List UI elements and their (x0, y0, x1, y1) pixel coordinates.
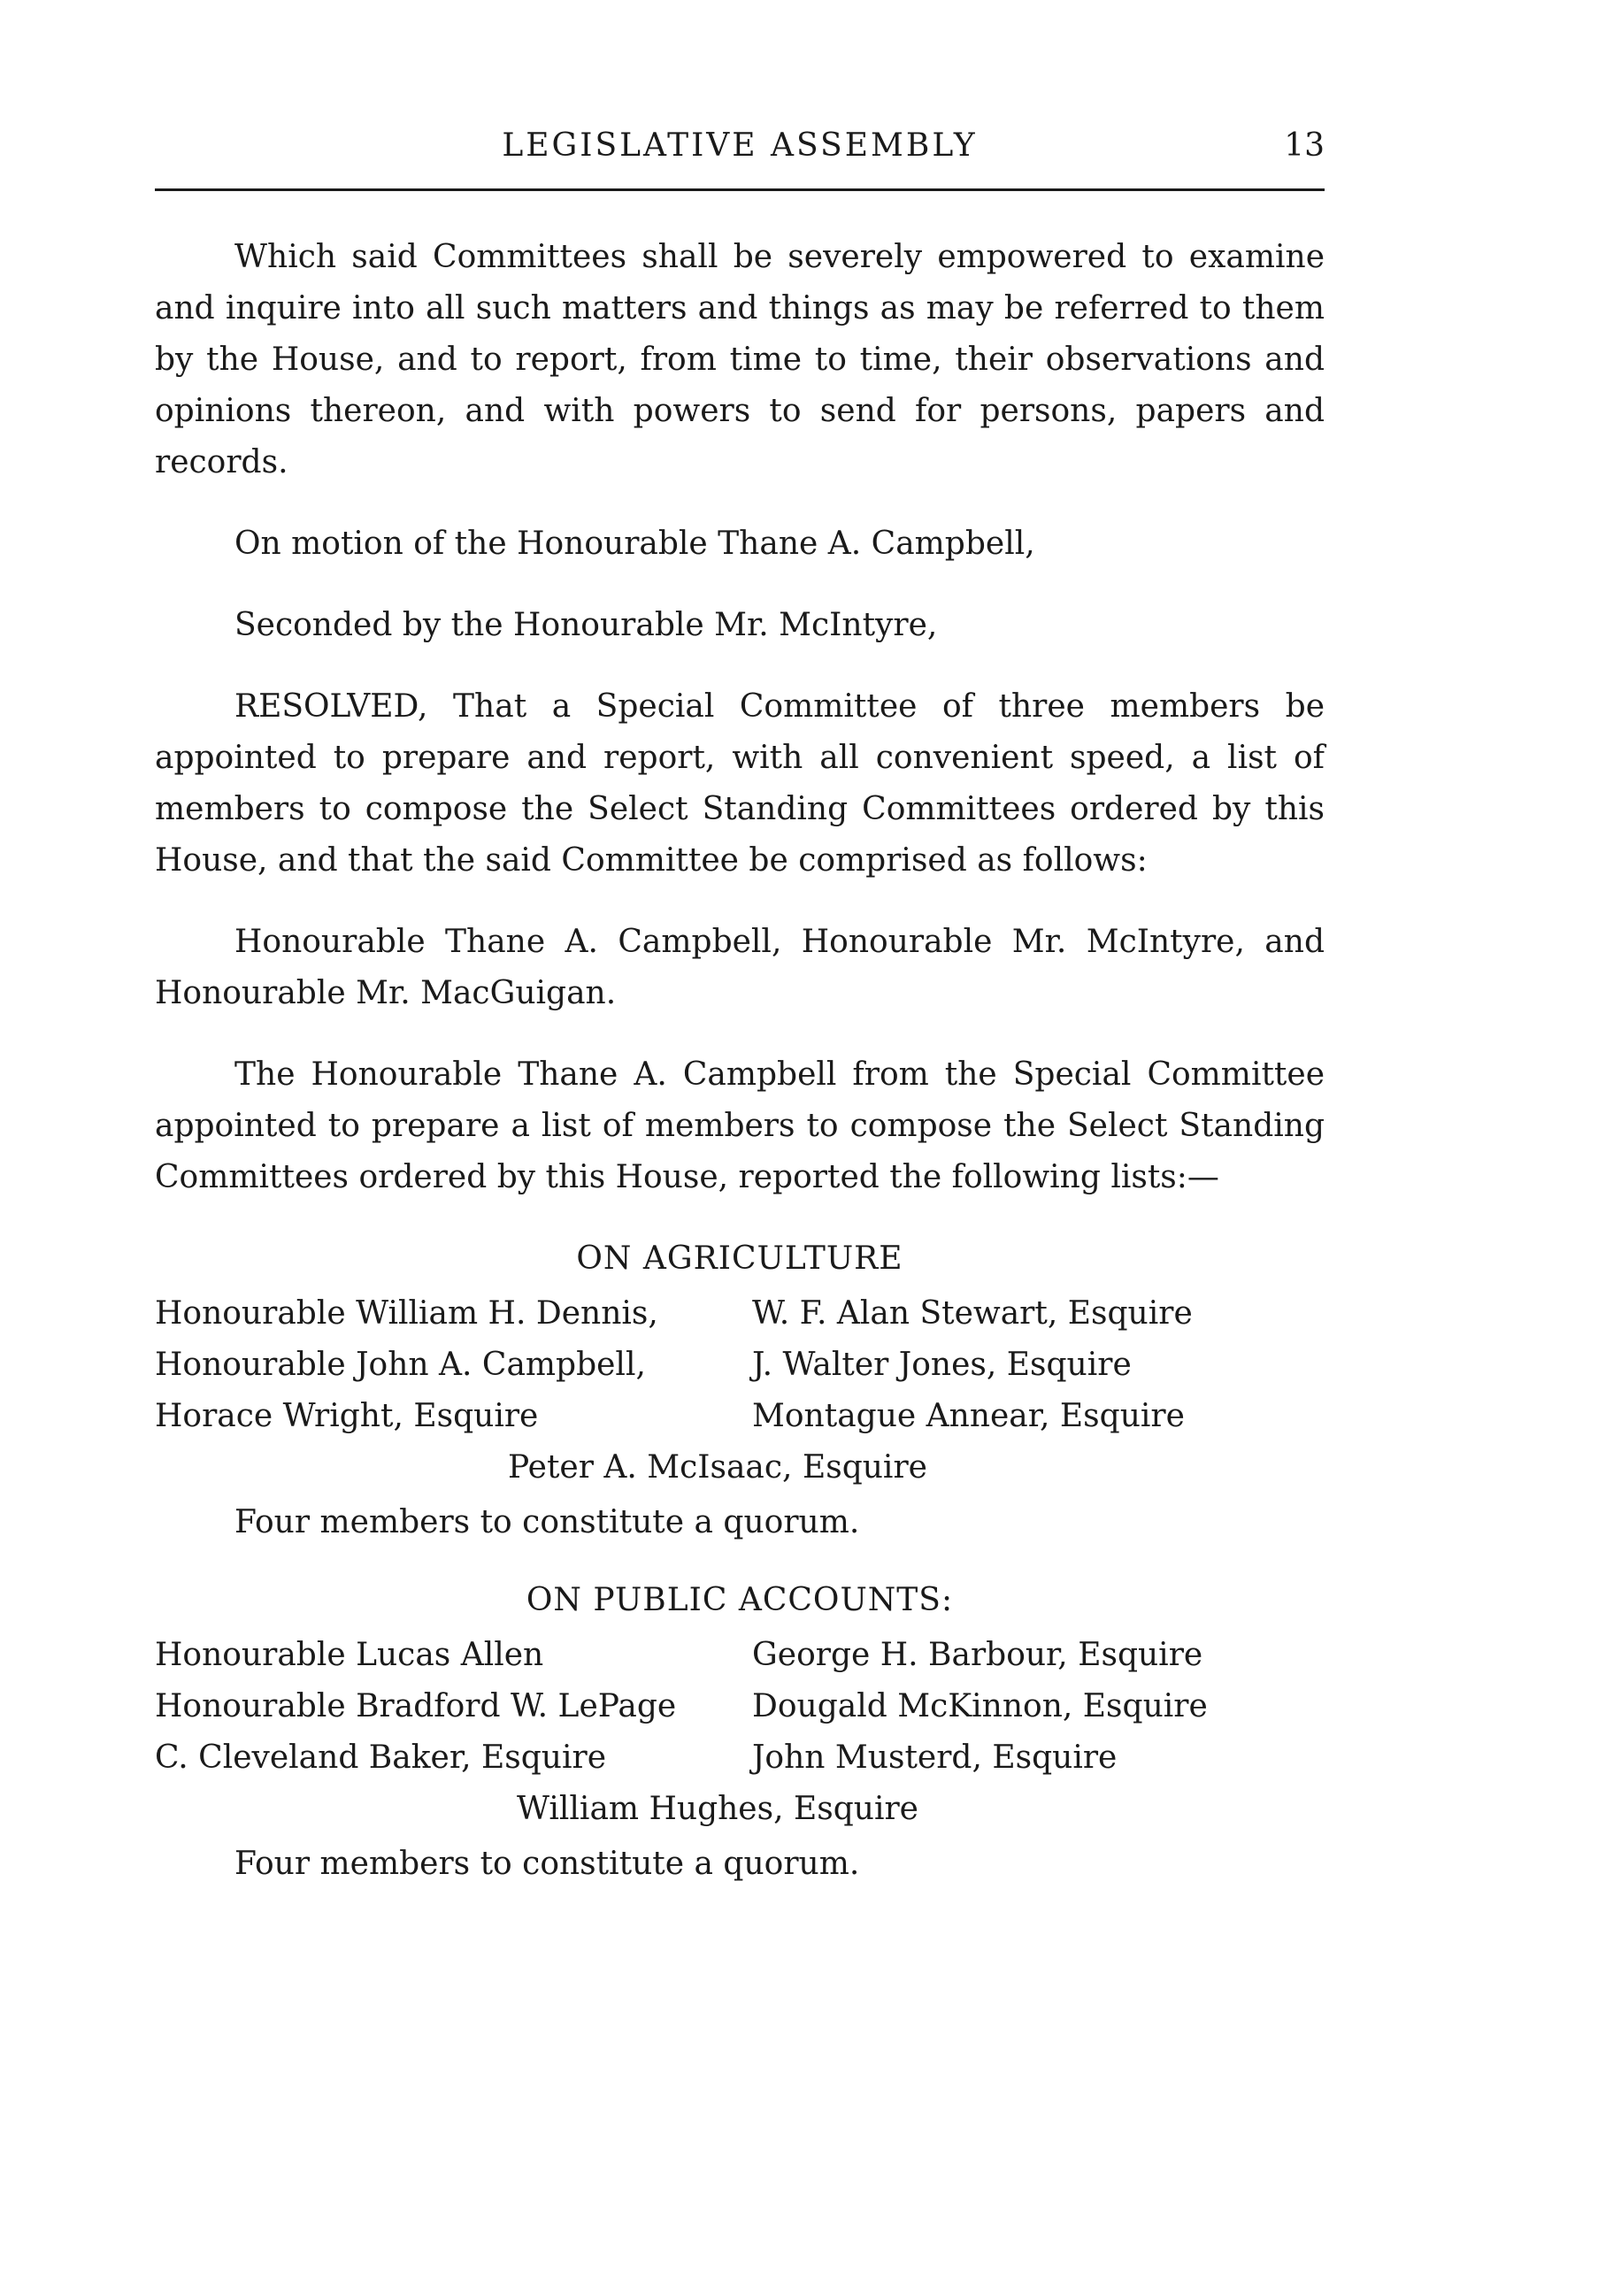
page-body (155, 232, 1325, 1916)
paragraph-seconded: Seconded by the Honourable Mr. McIntyre, (234, 607, 938, 643)
member-name: Peter A. McIsaac, Esquire (508, 1449, 927, 1486)
member-name: Dougald McKinnon, Esquire (752, 1688, 1208, 1724)
paragraph-motion: On motion of the Honourable Thane A. Campbell, (234, 526, 1035, 562)
paragraph-resolved: RESOLVED, That a Special Committee of three members be appointed to prepare and report, with all convenient speed, a list of members to compose the Select Standing Committees ordered by this House, and that the said Committee be comprised as follows: (155, 688, 1325, 879)
member-name: C. Cleveland Baker, Esquire (155, 1739, 606, 1776)
member-name: W. F. Alan Stewart, Esquire (752, 1295, 1193, 1332)
section-agriculture (155, 1233, 1325, 1548)
member-list (155, 1288, 1325, 1442)
member-name: Honourable Lucas Allen (155, 1637, 544, 1673)
section-public-accounts (155, 1575, 1325, 1890)
member-name: J. Walter Jones, Esquire (752, 1347, 1132, 1383)
member-name: Horace Wright, Esquire (155, 1398, 539, 1434)
quorum-note: Four members to constitute a quorum. (234, 1504, 860, 1540)
member-name: Honourable John A. Campbell, (155, 1347, 646, 1383)
running-title: LEGISLATIVE ASSEMBLY (502, 127, 978, 164)
member-name: William Hughes, Esquire (517, 1791, 918, 1827)
member-name: Honourable William H. Dennis, (155, 1295, 658, 1332)
paragraph-committees-empowered: Which said Committees shall be severely empowered to examine and inquire into all such matters and things as may be referred to them by the House, and to report, from time to time, their observations and opinions thereon, and with powers to send for persons, papers and records. (155, 239, 1325, 480)
member-list (155, 1630, 1325, 1784)
quorum-note: Four members to constitute a quorum. (234, 1846, 860, 1882)
section-heading: ON AGRICULTURE (576, 1240, 903, 1277)
paragraph-committee-members: Honourable Thane A. Campbell, Honourable Mr. McIntyre, and Honourable Mr. MacGuigan. (155, 924, 1325, 1011)
member-name: George H. Barbour, Esquire (752, 1637, 1203, 1673)
paragraph-report: The Honourable Thane A. Campbell from the Special Committee appointed to prepare a list of members to compose the Select Standing Committees ordered by this House, reported the following lists:— (155, 1056, 1325, 1195)
header-rule (155, 188, 1325, 191)
section-heading: ON PUBLIC ACCOUNTS: (526, 1582, 954, 1618)
member-name: Montague Annear, Esquire (752, 1398, 1185, 1434)
page-number: 13 (1284, 127, 1325, 164)
member-name: Honourable Bradford W. LePage (155, 1688, 677, 1724)
member-name: John Musterd, Esquire (752, 1739, 1118, 1776)
page-header (155, 124, 1325, 177)
